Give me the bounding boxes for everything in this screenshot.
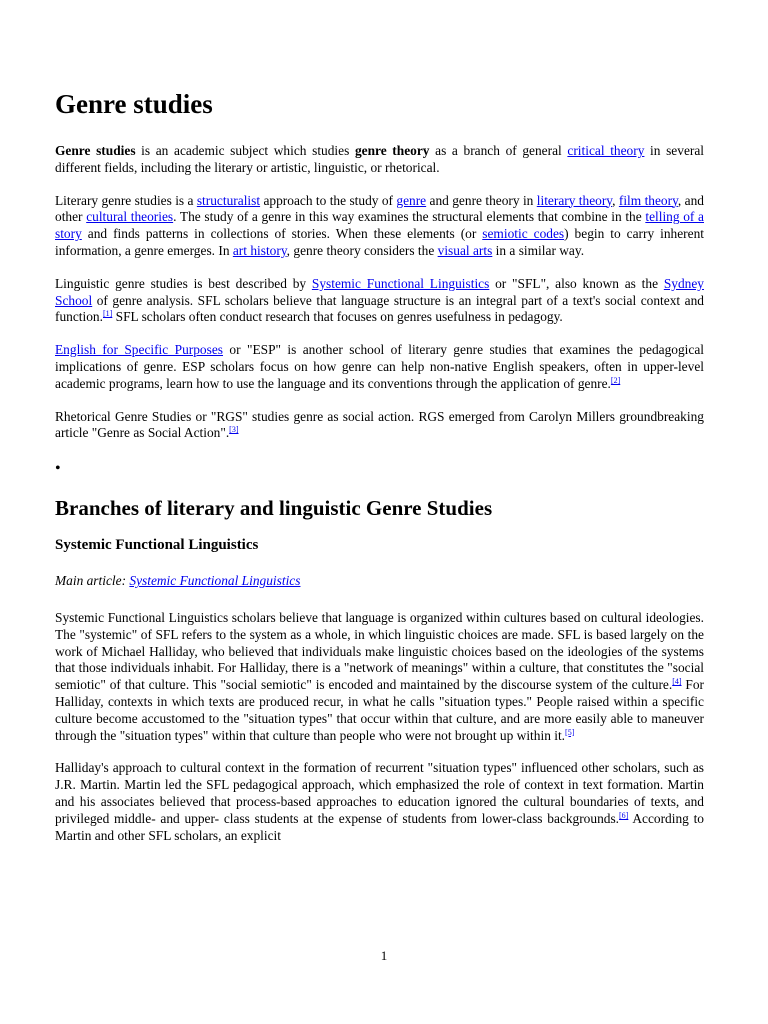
reference-link-4[interactable]: [4] (672, 677, 682, 687)
link-cultural-theories[interactable]: cultural theories (86, 209, 174, 225)
link-art-history[interactable]: art history (232, 242, 287, 258)
link-visual-arts[interactable]: visual arts (437, 242, 493, 258)
link-telling-of-a-story[interactable]: telling of a story (55, 209, 704, 242)
intro-term-genre-theory: genre theory (354, 143, 430, 158)
link-semiotic-codes[interactable]: semiotic codes (482, 226, 565, 242)
literary-paragraph: Literary genre studies is a structuralist approach to the study of genre and genre theory in literary theory, film theory, and other cultural theories. The study of a genre in this way examines the structural elements that combine in the telling of a story and finds patterns in collections of stories. When these elements (or semiotic codes) begin to carry inherent information, a genre emerges. In art history, genre theory considers the visual arts in a similar way. (55, 192, 705, 258)
link-sydney-school[interactable]: Sydney School (55, 275, 704, 308)
subsection-heading: Systemic Functional Linguistics (55, 537, 259, 554)
link-genre[interactable]: genre (396, 192, 427, 208)
esp-paragraph: English for Specific Purposes or "ESP" is another school of literary genre studies that examines the pedagogical implications of genre. ESP scholars focus on how genre can help non-native English speakers, often in upper-level academic programs, learn how to use the language and its conventions through the application of genre.[2] (55, 342, 704, 391)
rgs-paragraph: Rhetorical Genre Studies or "RGS" studies genre as social action. RGS emerged from Carolyn Millers groundbreaking article "Genre as Social Action".[3] (55, 408, 704, 441)
intro-paragraph: Genre studies is an academic subject which studies genre theory as a branch of general critical theory in several different fields, including the literary or artistic, linguistic, or rhetorical. (55, 143, 705, 175)
reference-link-2[interactable]: [2] (610, 375, 621, 385)
reference-link-1[interactable]: [1] (102, 309, 113, 319)
sfl-paragraph-2: Halliday's approach to cultural context in the formation of recurrent "situation types" influenced other scholars, such as J.R. Martin. Martin led the SFL pedagogical approach, which emphasized the role of context in text formation. Martin and his associates believed that process-based approaches to education ignored the cultural boundaries of texts, and privileged middle- and upper- class students at the expense of students from lower-class backgrounds.[6] According to Martin and other SFL scholars, an explicit (55, 760, 704, 843)
link-english-for-specific-purposes[interactable]: English for Specific Purposes (55, 342, 223, 358)
bullet-marker: • (55, 460, 61, 478)
reference-link-5[interactable]: [5] (565, 727, 575, 737)
link-critical-theory[interactable]: critical theory (567, 143, 645, 158)
page-number: 1 (380, 948, 388, 963)
link-structuralist[interactable]: structuralist (196, 192, 261, 208)
page-title: Genre studies (55, 89, 213, 119)
reference-link-6[interactable]: [6] (619, 810, 629, 820)
link-film-theory[interactable]: film theory (618, 192, 678, 208)
link-systemic-functional-linguistics[interactable]: Systemic Functional Linguistics (311, 275, 490, 291)
linguistic-paragraph: Linguistic genre studies is best described by Systemic Functional Linguistics or "SFL", also known as the Sydney School of genre analysis. SFL scholars believe that language structure is an integral part of a text's social context and function.[1] SFL scholars often conduct research that focuses on genres usefulness in pedagogy. (55, 275, 704, 325)
reference-link-3[interactable]: [3] (229, 425, 239, 435)
link-literary-theory[interactable]: literary theory (536, 192, 613, 208)
section-heading: Branches of literary and linguistic Genre Studies (55, 496, 493, 521)
intro-term: Genre studies (55, 143, 136, 158)
article-body (55, 86, 704, 860)
main-article-note: Main article: Systemic Functional Linguistics (55, 573, 301, 589)
sfl-paragraph-1: Systemic Functional Linguistics scholars believe that language is organized within cultures based on cultural ideologies. The "systemic" of SFL refers to the system as a whole, in which linguistic choices are made. SFL is based largely on the work of Michael Halliday, who believed that individuals make linguistic choices based on the ideologies of the systems that those individuals inhabit. For Halliday, there is a "network of meanings" within a culture, that constitutes the "social semiotic" of that culture. This "social semiotic" is encoded and maintained by the discourse system of the culture.[4] For Halliday, contexts in which texts are produced recur, in what he calls "situation types." People raised within a specific culture become accustomed to the "situation types" that occur within that culture, and are more easily able to maneuver through the "situation types" within that culture than people who were not brought up within it.[5] (55, 609, 704, 743)
link-main-article-sfl[interactable]: Systemic Functional Linguistics (129, 573, 301, 589)
